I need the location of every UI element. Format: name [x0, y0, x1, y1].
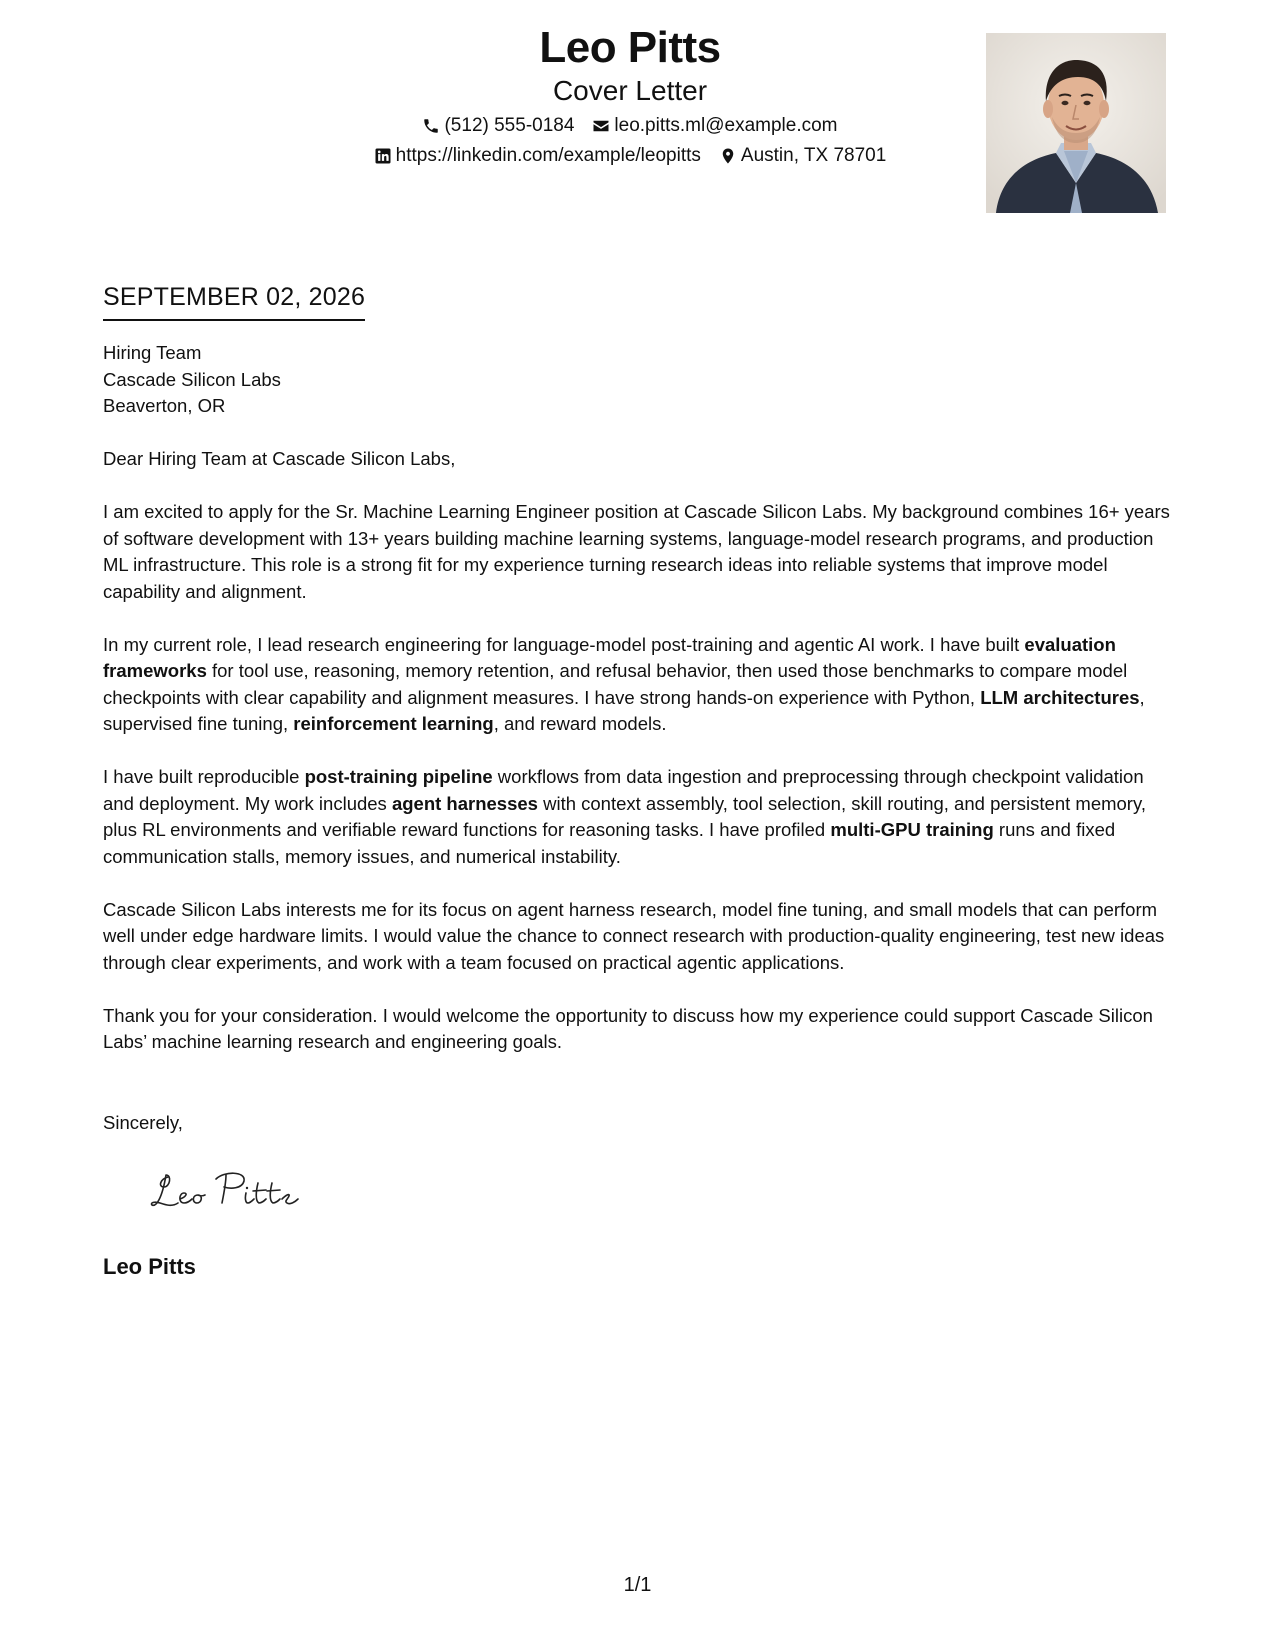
salutation: Dear Hiring Team at Cascade Silicon Labs,: [103, 448, 456, 469]
phone-text: (512) 555-0184: [444, 115, 575, 136]
highlight-multi-gpu-training: multi-GPU training: [830, 819, 994, 840]
recipient-location: Beaverton, OR: [103, 395, 226, 416]
contact-email[interactable]: [592, 114, 837, 138]
highlight-llm-architectures: LLM architectures: [980, 686, 1140, 708]
paragraph-company-interest: Cascade Silicon Labs interests me for its focus on agent harness research, model fine tuning, and small models that can perform well under edge hardware limits. I would value the chance to connect research with production-quality engineering, test new ideas through clear experiments, and work with a team focused on practical agentic applications.: [103, 898, 1165, 973]
contact-linkedin[interactable]: [374, 144, 701, 168]
document-subtitle: Cover Letter: [552, 75, 708, 106]
linkedin-icon: [374, 147, 392, 165]
contact-phone: [422, 114, 574, 138]
signature-image: [150, 1165, 320, 1215]
paragraph-pipelines: I have built reproducible post-training pipeline workflows from data ingestion and preprocessing through checkpoint validation and deployment. My work includes agent harnesses with context assembly, tool selection, skill routing, and persistent memory, plus RL environments and verifiable reward functions for reasoning tasks. I have profiled multi-GPU training runs and fixed communication stalls, memory issues, and numerical instability.: [103, 766, 1146, 867]
applicant-name: Leo Pitts: [539, 23, 721, 72]
date-block: [103, 281, 365, 321]
recipient-line: Hiring Team: [103, 342, 202, 363]
paragraph-thanks: Thank you for your consideration. I would welcome the opportunity to discuss how my experience could support Cascade Silicon Labs’ machine learning research and engineering goals.: [103, 1004, 1153, 1052]
email-text[interactable]: leo.pitts.ml@example.com: [614, 115, 838, 136]
recipient-block: [103, 340, 1178, 420]
phone-icon: [422, 117, 440, 135]
paragraph-current-role: In my current role, I lead research engineering for language-model post-training and agentic AI work. I have built evaluation frameworks for tool use, reasoning, memory retention, and refusal behavior, then used those benchmarks to compare model checkpoints with clear capability and alignment measures. I have strong hands-on experience with Python, LLM architectures, supervised fine tuning, reinforcement learning, and reward models.: [103, 633, 1145, 734]
letter-body: [103, 340, 1178, 1056]
paragraph-intro: I am excited to apply for the Sr. Machine Learning Engineer position at Cascade Silicon Labs. My background combines 16+ years of software development with 13+ years building machine learning systems, language-model research programs, and production ML infrastructure. This role is a strong fit for my experience turning research ideas into reliable systems that improve model capability and alignment.: [103, 501, 1170, 602]
map-pin-icon: [719, 147, 737, 165]
recipient-company: Cascade Silicon Labs: [103, 368, 281, 390]
profile-photo: [986, 33, 1166, 213]
highlight-evaluation-frameworks: evaluation frameworks: [103, 633, 1116, 681]
letter-date: SEPTEMBER 02, 2026: [103, 281, 365, 321]
location-text: Austin, TX 78701: [740, 145, 887, 166]
highlight-reinforcement-learning: reinforcement learning: [293, 713, 494, 734]
contact-location: [719, 144, 886, 168]
highlight-post-training-pipeline: post-training pipeline: [304, 766, 493, 787]
signer-name: Leo Pitts: [103, 1254, 196, 1279]
highlight-agent-harnesses: agent harnesses: [391, 792, 538, 814]
envelope-icon: [592, 117, 610, 135]
page-number: 1/1: [623, 1574, 652, 1596]
linkedin-text[interactable]: https://linkedin.com/example/leopitts: [395, 145, 701, 166]
closing: Sincerely,: [103, 1112, 183, 1133]
